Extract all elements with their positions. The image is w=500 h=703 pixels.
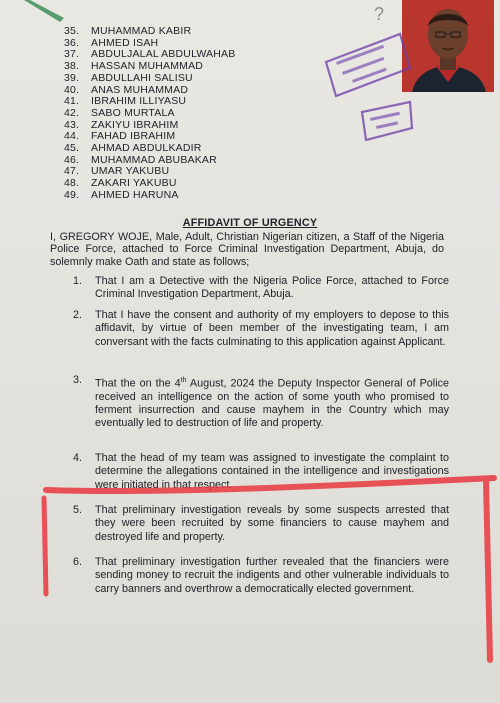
person-name: SABO MURTALA (91, 106, 175, 119)
passport-photo (402, 0, 494, 92)
name-number: 47. (64, 165, 80, 178)
paragraph-text: That the head of my team was assigned to investigate the complaint to determine the allegations contained in the intelligence and investigations were initiated in that respect. (95, 452, 449, 491)
ordinal-suffix: th (180, 377, 187, 384)
name-number: 36. (64, 36, 80, 49)
name-row (64, 190, 235, 202)
name-number: 49. (64, 188, 80, 201)
name-row (64, 143, 235, 155)
person-name: AHMED ISAH (91, 36, 159, 49)
person-name: MUHAMMAD KABIR (91, 25, 192, 37)
name-number: 46. (64, 153, 80, 166)
name-number: 40. (64, 83, 80, 96)
name-row (64, 73, 235, 85)
paragraph-number: 4. (73, 452, 83, 464)
name-number: 39. (64, 71, 80, 84)
paragraph-number: 1. (73, 275, 83, 287)
person-name: HASSAN MUHAMMAD (91, 60, 204, 73)
person-name: MUHAMMAD ABUBAKAR (91, 153, 217, 166)
paragraph-number: 3. (73, 374, 83, 386)
paragraph-text: That I have the consent and authority of my employers to depose to this affidavit, by virtue of been member of the investigating team, I am conversant with the facts culminating to this application against Applicant. (95, 309, 449, 348)
name-row (64, 26, 235, 38)
paragraph-text: That preliminary investigation further revealed that the financiers were sending money to recruit the indigents and other vulnerable individuals to carry banners and overthrow a democratically elected government. (95, 556, 449, 595)
name-number: 45. (64, 142, 80, 155)
person-name: ZAKARI YAKUBU (91, 177, 177, 190)
name-row (64, 108, 235, 120)
pen-mark: ? (374, 4, 385, 24)
person-name: ABDULJALAL ABDULWAHAB (91, 48, 236, 61)
paragraph-3 (73, 374, 449, 431)
paragraph-text: That preliminary investigation reveals by some suspects arrested that they were been recruited by some financiers to cause mayhem and destroyed life and property. (95, 504, 449, 543)
person-name: AHMED HARUNA (91, 188, 179, 201)
name-number: 48. (64, 177, 80, 190)
name-number: 38. (64, 60, 80, 73)
name-number: 35. (64, 25, 80, 37)
person-name: AHMAD ABDULKADIR (91, 142, 202, 155)
affidavit-title: AFFIDAVIT OF URGENCY (182, 217, 318, 229)
name-number: 42. (64, 106, 80, 119)
paragraph-text-end: August, 2024 the Deputy Inspector General of Police received an intelligence on the action of some youth who promised to ferment insurrection and cause mayhem in the Country which may eventually led to destruction of life and property. (95, 377, 449, 430)
person-name: ZAKIYU IBRAHIM (91, 118, 179, 131)
paragraph-2 (73, 309, 449, 349)
person-name: ANAS MUHAMMAD (91, 83, 189, 96)
name-number: 41. (64, 95, 80, 108)
paragraph-number: 6. (73, 556, 83, 568)
person-name: ABDULLAHI SALISU (91, 71, 193, 84)
person-name: UMAR YAKUBU (91, 165, 170, 178)
name-number: 44. (64, 130, 80, 143)
names-list (64, 26, 235, 202)
name-number: 43. (64, 118, 80, 131)
deponent-intro: I, GREGORY WOJE, Male, Adult, Christian Nigerian citizen, a Staff of the Nigeria Police Force, attached to Force Criminal Investigation Department, Abuja, do solemnly make Oath and state as follows; (50, 231, 444, 268)
paragraph-6 (73, 556, 449, 596)
person-name: FAHAD IBRAHIM (91, 130, 176, 143)
name-number: 37. (64, 48, 80, 61)
official-stamp (322, 28, 414, 148)
paragraph-number: 2. (73, 309, 83, 321)
paragraph-1 (73, 275, 449, 302)
paragraph-text: That I am a Detective with the Nigeria Police Force, attached to Force Criminal Investigation Department, Abuja. (95, 275, 449, 301)
person-name: IBRAHIM ILLIYASU (91, 95, 187, 108)
paragraph-5 (73, 504, 449, 544)
paragraph-text-start: That the on the 4 (95, 377, 181, 390)
paragraph-4 (73, 452, 449, 492)
paragraph-number: 5. (73, 504, 83, 516)
